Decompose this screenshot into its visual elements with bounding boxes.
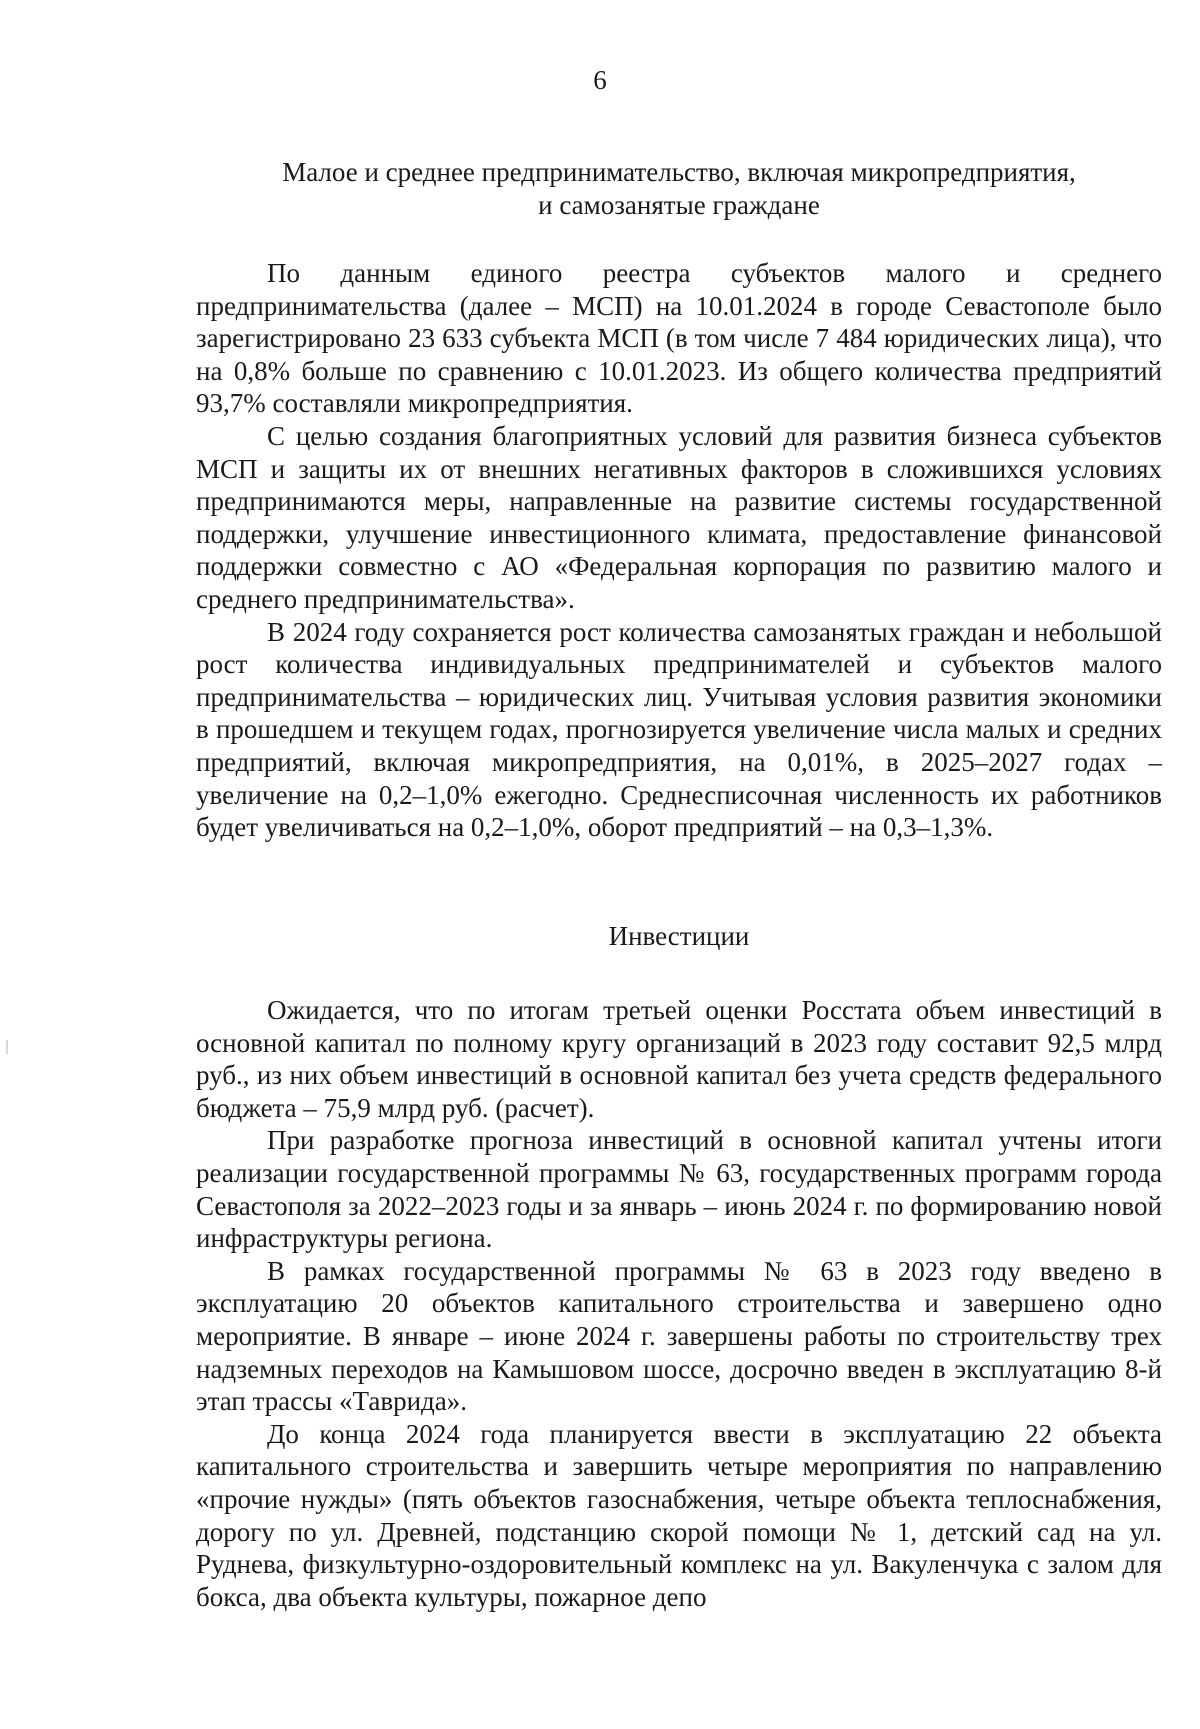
page-number: 6 — [593, 65, 607, 95]
section-title-line2: и самозанятые граждане — [538, 189, 820, 220]
paragraph: В рамках государственной программы № 63 в 2023 году введено в эксплуатацию 20 объектов капитального строительства и завершено одно мероприятие. В январе – июне 2024 г. завершены работы по строительству трех надземных переходов на Камышовом шоссе, досрочно введен в эксплуатацию 8-й этап трассы «Таврида». — [196, 1255, 1162, 1417]
section-title-line1: Малое и среднее предпринимательство, включая микропредприятия, — [282, 157, 1076, 187]
scan-margin-mark — [6, 1040, 8, 1054]
paragraph: До конца 2024 года планируется ввести в эксплуатацию 22 объекта капитального строительства и завершить четыре мероприятия по направлению «прочие нужды» (пять объектов газоснабжения, четыре объекта теплоснабжения, дорогу по ул. Древней, подстанцию скорой помощи № 1, детский сад на ул. Руднева, физкультурно-оздоровительный комплекс на ул. Вакуленчука с залом для бокса, два объекта культуры, пожарное депо — [196, 1418, 1162, 1612]
paragraph: По данным единого реестра субъектов малого и среднего предпринимательства (далее – МСП) на 10.01.2024 в городе Севастополе было зарегистрировано 23 633 субъекта МСП (в том числе 7 484 юридических лица), что на 0,8% больше по сравнению с 10.01.2023. Из общего количества предприятий 93,7% составляли микропредприятия. — [196, 258, 1162, 419]
section-heading-sme — [196, 156, 1162, 221]
section-body-investments — [196, 994, 1162, 1613]
section-heading-investments — [196, 920, 1162, 953]
section-body-sme — [196, 257, 1162, 844]
section-title: Инвестиции — [608, 921, 750, 951]
paragraph: В 2024 году сохраняется рост количества самозанятых граждан и небольшой рост количества индивидуальных предпринимателей и субъектов малого предпринимательства – юридических лиц. Учитывая условия развития экономики в прошедшем и текущем годах, прогнозируется увеличение числа малых и средних предприятий, включая микропредприятия, на 0,01%, в 2025–2027 годах – увеличение на 0,2–1,0% ежегодно. Среднесписочная численность их работников будет увеличиваться на 0,2–1,0%, оборот предприятий – на 0,3–1,3%. — [196, 616, 1162, 843]
paragraph: Ожидается, что по итогам третьей оценки Росстата объем инвестиций в основной капитал по полному кругу организаций в 2023 году составит 92,5 млрд руб., из них объем инвестиций в основной капитал без учета средств федерального бюджета – 75,9 млрд руб. (расчет). — [196, 995, 1162, 1123]
paragraph: При разработке прогноза инвестиций в основной капитал учтены итоги реализации государственной программы № 63, государственных программ города Севастополя за 2022–2023 годы и за январь – июнь 2024 г. по формированию новой инфраструктуры региона. — [196, 1125, 1162, 1254]
paragraph: С целью создания благоприятных условий для развития бизнеса субъектов МСП и защиты их от внешних негативных факторов в сложившихся условиях предпринимаются меры, направленные на развитие системы государственной поддержки, улучшение инвестиционного климата, предоставление финансовой поддержки совместно с АО «Федеральная корпорация по развитию малого и среднего предпринимательства». — [196, 420, 1162, 614]
